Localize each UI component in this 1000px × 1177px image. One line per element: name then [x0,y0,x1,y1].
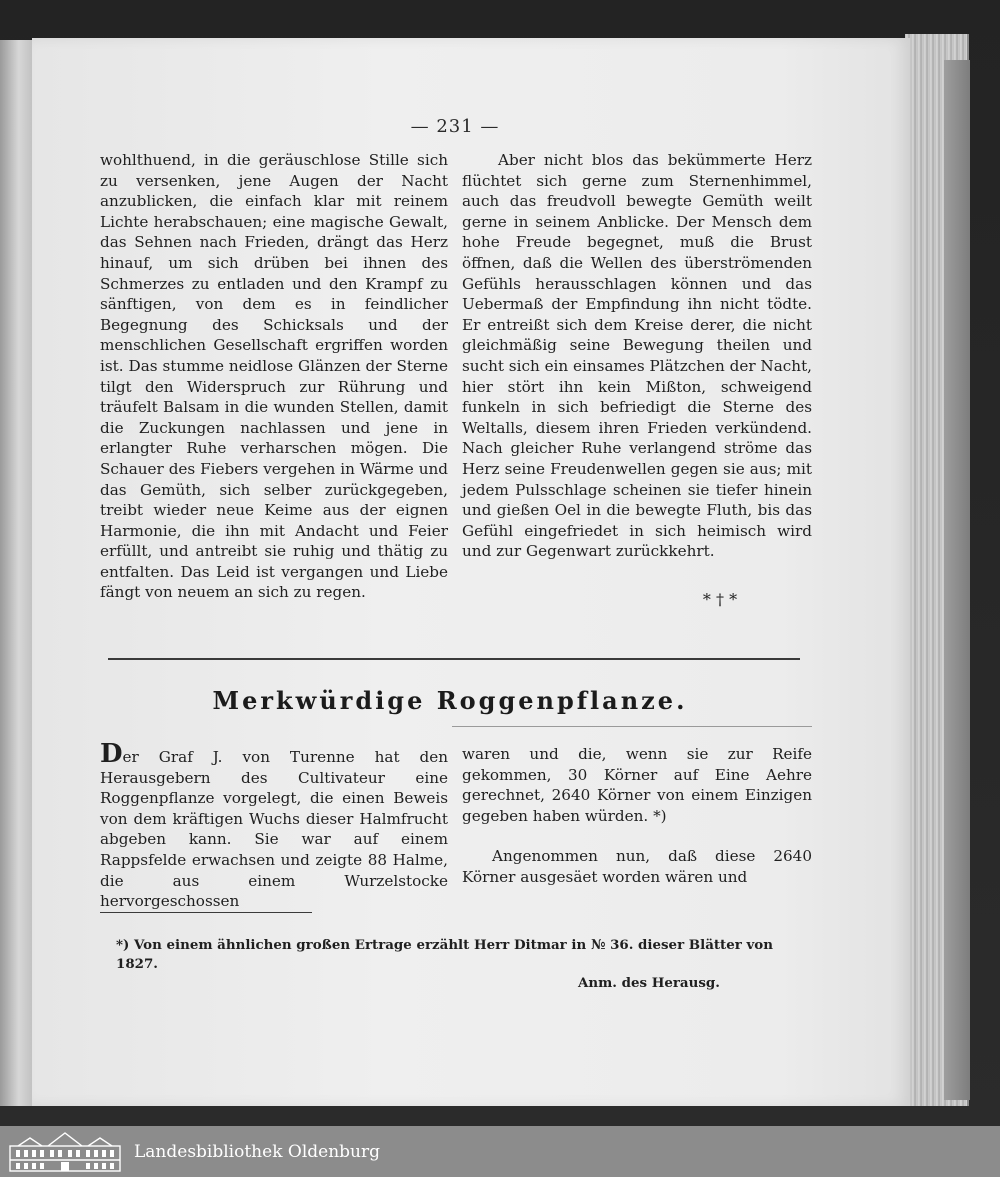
paragraph [100,739,448,912]
footer-label[interactable]: Landesbibliothek Oldenburg [134,1142,381,1162]
footnote [116,936,816,993]
left-page-edge [0,40,34,1106]
article-title: Merkwürdige Roggenpflanze. [212,686,688,715]
library-building-icon [8,1130,122,1173]
title-underline [452,726,812,727]
paragraph: Aber nicht blos das bekümmerte Herz flüchtet sich gerne zum Sternenhimmel, auch das freudvoll bewegte Gemüth weilt gerne in seinem Anblicke. Der Mensch dem hohe Freude begegnet, muß die Brust öffnen, daß die Wellen des überströmenden Gefühls herausschlagen können und das Uebermaß der Empfindung ihn nicht tödte. Er entreißt sich dem Kreise derer, die nicht gleichmäßig seine Bewegung theilen und sucht sich ein einsames Plätzchen der Nacht, hier stört ihn kein Mißton, schweigend funkeln in sich befriedigt die Sterne des Weltalls, diesem ihren Frieden verkündend. Nach gleicher Ruhe verlangend ströme das Herz seine Freudenwellen gegen sie aus; mit jedem Pulsschlage scheinen sie tiefer hinein und gießen Oel in die bewegte Fluth, bis das Gefühl eingefriedet in sich heimisch wird und zur Gegenwart zurückkehrt. [462,151,812,561]
section-end-mark: * † * [702,590,738,609]
paragraph-text: er Graf J. von Turenne hat den Herausgebern des Cultivateur eine Roggenpflanze vorgelegt, die einen Beweis von dem kräftigen Wuchs dieser Halmfrucht abgeben kann. Sie war auf einem Rappsfelde erwachsen und zeigte 88 Halme, die aus einem Wurzelstocke hervorgeschossen [100,748,448,911]
page-number: — 231 — [410,116,500,137]
right-column-top [462,150,812,562]
footnote-rule [100,912,312,913]
paragraph: Angenommen nun, daß diese 2640 Körner ausgesäet worden wären und [462,847,812,886]
left-column-top [100,150,448,603]
footnote-text: *) Von einem ähnlichen großen Ertrage erzählt Herr Ditmar in № 36. dieser Blätter von 1827. [116,937,773,972]
paragraph: waren und die, wenn sie zur Reife gekommen, 30 Körner auf Eine Aehre gerechnet, 2640 Körner von einem Einzigen gegeben haben würden. *) [462,745,812,825]
drop-cap: D [100,739,123,769]
left-column-bottom [100,739,448,912]
footnote-attribution: Anm. des Herausg. [578,975,720,991]
section-divider [108,658,800,660]
right-column-bottom [462,744,812,888]
page-stack-shadow [944,60,970,1100]
paragraph: wohlthuend, in die geräuschlose Stille sich zu versenken, jene Augen der Nacht anzublicken, die einfach klar mit reinem Lichte herabschauen; eine magische Gewalt, das Sehnen nach Frieden, drängt das Herz hinauf, um sich drüben bei ihnen des Schmerzes zu entladen und den Krampf zu sänftigen, von dem es in feindlicher Begegnung des Schicksals und der menschlichen Gesellschaft ergriffen worden ist. Das stumme neidlose Glänzen der Sterne tilgt den Widerspruch zur Rührung und träufelt Balsam in die wunden Stellen, damit die Zuckungen nachlassen und jene in erlangter Ruhe verharschen mögen. Die Schauer des Fiebers vergehen in Wärme und das Gemüth, sich selber zurückgegeben, treibt wieder neue Keime aus der eignen Harmonie, die ihn mit Andacht und Feier erfüllt, und antreibt sie ruhig und thätig zu entfalten. Das Leid ist vergangen und Liebe fängt von neuem an sich zu regen. [100,151,448,602]
